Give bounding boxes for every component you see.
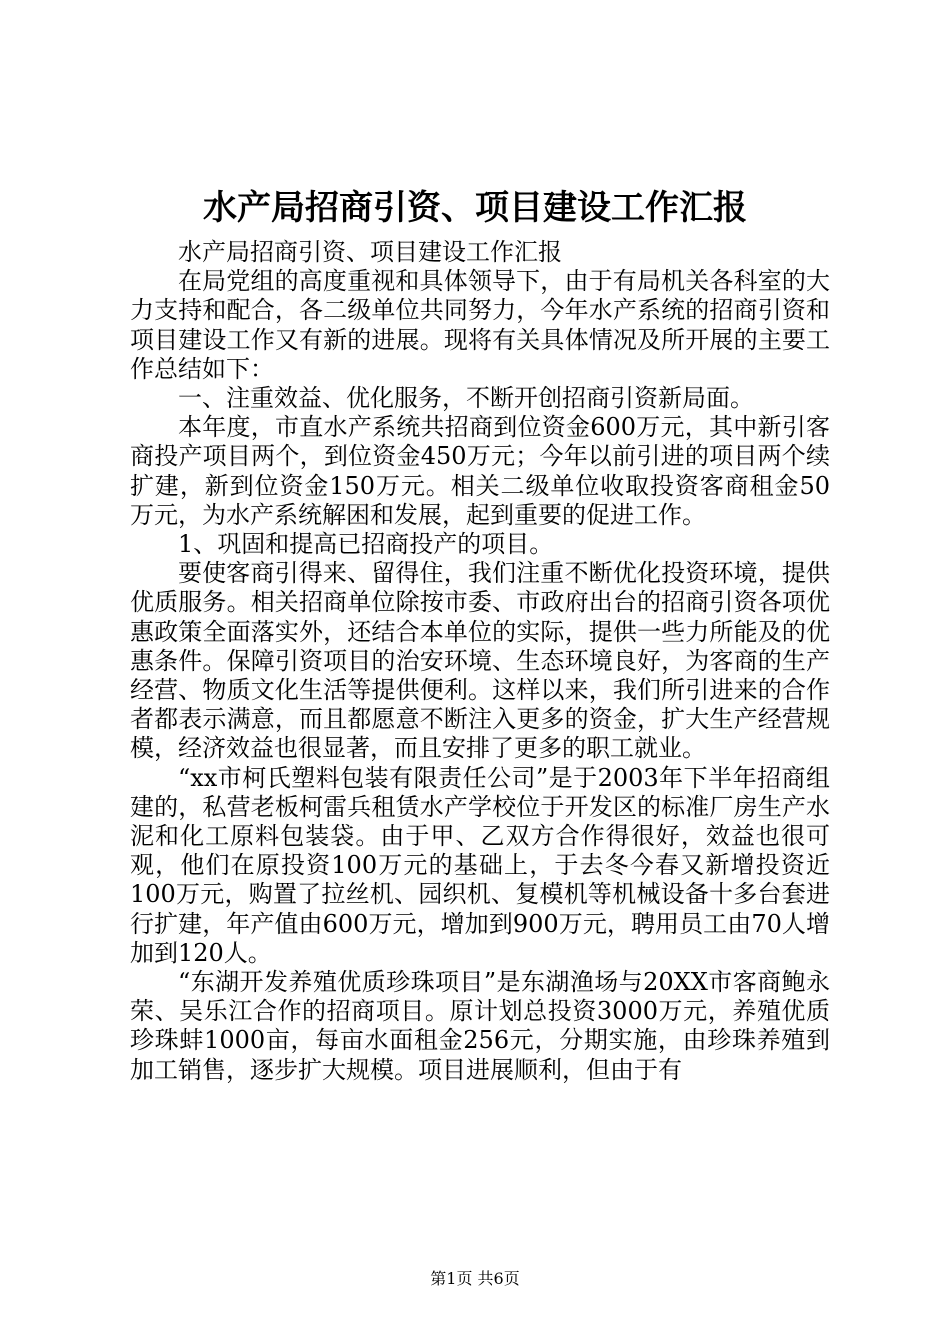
subsection-heading-1: 1、巩固和提高已招商投产的项目。	[178, 530, 554, 559]
section-heading-1: 一、注重效益、优化服务，不断开创招商引资新局面。	[178, 384, 754, 413]
paragraph-annual-summary: 本年度，市直水产系统共招商到位资金600万元，其中新引客商投产项目两个，到位资金450万元；今年以前引进的项目两个续扩建，新到位资金150万元。相关二级单位收取投资客商租金50万元，为水产系统解困和发展，起到重要的促进工作。	[130, 413, 830, 529]
document-body	[130, 238, 830, 1085]
document-title: 水产局招商引资、项目建设工作汇报	[203, 188, 747, 228]
paragraph-service: 要使客商引得来、留得住，我们注重不断优化投资环境，提供优质服务。相关招商单位除按市委、市政府出台的招商引资各项优惠政策全面落实外，还结合本单位的实际，提供一些力所能及的优惠条件。保障引资项目的治安环境、生态环境良好，为客商的生产经营、物质文化生活等提供便利。这样以来，我们所引进来的合作者都表示满意，而且都愿意不断注入更多的资金，扩大生产经营规模，经济效益也很显著，而且安排了更多的职工就业。	[130, 559, 830, 763]
paragraph-intro: 在局党组的高度重视和具体领导下，由于有局机关各科室的大力支持和配合，各二级单位共同努力，今年水产系统的招商引资和项目建设工作又有新的进展。现将有关具体情况及所开展的主要工作总结如下：	[130, 267, 830, 383]
paragraph-subtitle: 水产局招商引资、项目建设工作汇报	[178, 238, 562, 266]
paragraph-case-donghu: “东湖开发养殖优质珍珠项目”是东湖渔场与20XX市客商鲍永荣、吴乐江合作的招商项目。原计划总投资3000万元，养殖优质珍珠蚌1000亩，每亩水面租金256元，分期实施，由珍珠养殖到加工销售，逐步扩大规模。项目进展顺利，但由于有	[130, 968, 830, 1084]
paragraph-case-ke: “xx市柯氏塑料包装有限责任公司”是于2003年下半年招商组建的，私营老板柯雷兵租赁水产学校位于开发区的标准厂房生产水泥和化工原料包装袋。由于甲、乙双方合作得很好，效益也很可观，他们在原投资100万元的基础上，于去冬今春又新增投资近100万元，购置了拉丝机、园织机、复模机等机械设备十多台套进行扩建，年产值由600万元，增加到900万元，聘用员工由70人增加到120人。	[130, 763, 830, 967]
page-footer: 第1页 共6页	[430, 1269, 520, 1288]
